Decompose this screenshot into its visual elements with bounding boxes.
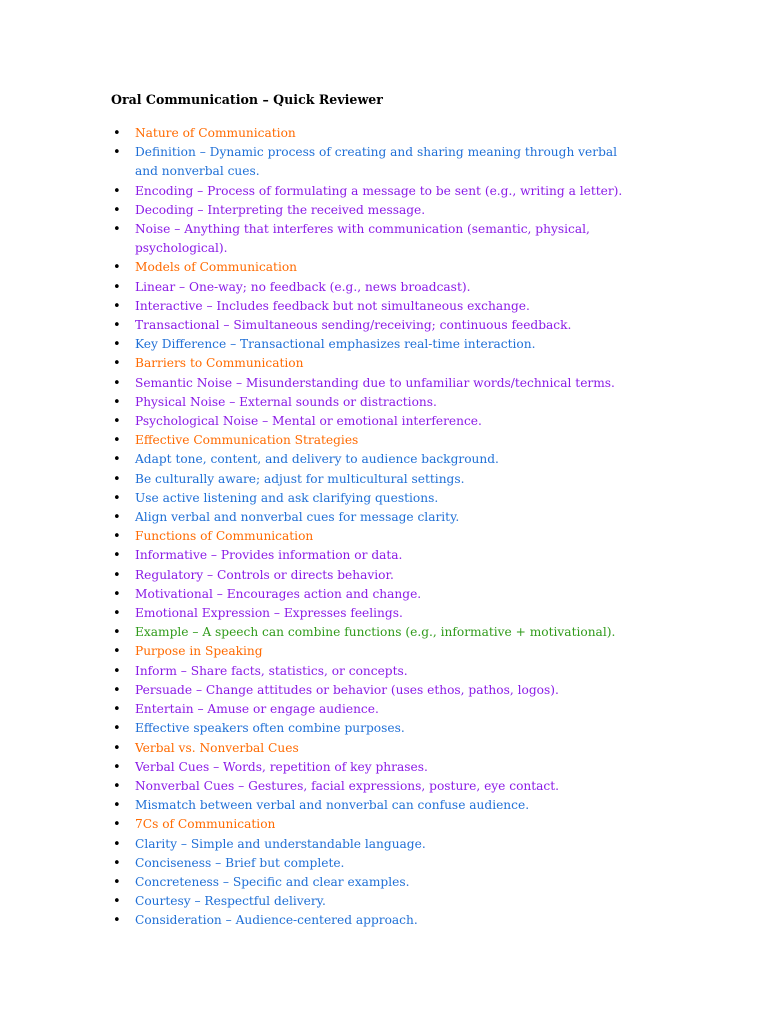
list-item xyxy=(111,796,631,815)
section-heading-item xyxy=(111,354,631,373)
bullet-icon: • xyxy=(113,817,121,833)
list-item xyxy=(111,220,631,258)
list-item-text: Semantic Noise – Misunderstanding due to unfamiliar words/technical terms. xyxy=(135,375,615,390)
list-item-text: Informative – Provides information or data. xyxy=(135,548,403,563)
list-item-text: Effective speakers often combine purposes. xyxy=(135,721,405,736)
list-item xyxy=(111,758,631,777)
bullet-icon: • xyxy=(113,702,121,718)
list-item-text: Transactional – Simultaneous sending/receiving; continuous feedback. xyxy=(135,318,572,333)
bullet-icon: • xyxy=(113,510,121,526)
bullet-icon: • xyxy=(113,874,121,890)
list-item xyxy=(111,489,631,508)
list-item xyxy=(111,777,631,796)
list-item xyxy=(111,681,631,700)
list-item-text: Verbal Cues – Words, repetition of key phrases. xyxy=(135,759,428,774)
bullet-icon: • xyxy=(113,260,121,276)
section-heading-item xyxy=(111,739,631,758)
section-heading-text: Functions of Communication xyxy=(135,529,314,544)
list-item xyxy=(111,719,631,738)
bullet-list xyxy=(111,124,631,931)
bullet-icon: • xyxy=(113,778,121,794)
section-heading-text: Barriers to Communication xyxy=(135,356,304,371)
list-item-text: Physical Noise – External sounds or distractions. xyxy=(135,394,437,409)
list-item xyxy=(111,201,631,220)
section-heading-text: Nature of Communication xyxy=(135,126,296,140)
bullet-icon: • xyxy=(113,894,121,910)
list-item xyxy=(111,873,631,892)
list-item xyxy=(111,316,631,335)
bullet-icon: • xyxy=(113,433,121,449)
list-item-text: Align verbal and nonverbal cues for message clarity. xyxy=(135,510,460,525)
section-heading-item xyxy=(111,527,631,546)
list-item-text: Nonverbal Cues – Gestures, facial expressions, posture, eye contact. xyxy=(135,778,560,793)
bullet-icon: • xyxy=(113,298,121,314)
bullet-icon: • xyxy=(113,529,121,545)
list-item-text: Emotional Expression – Expresses feelings. xyxy=(135,606,403,621)
list-item-text: Mismatch between verbal and nonverbal can confuse audience. xyxy=(135,798,530,813)
bullet-icon: • xyxy=(113,202,121,218)
section-heading-item xyxy=(111,431,631,450)
list-item xyxy=(111,508,631,527)
list-item xyxy=(111,585,631,604)
bullet-icon: • xyxy=(113,913,121,929)
list-item-text: Concreteness – Specific and clear examples. xyxy=(135,874,410,889)
list-item xyxy=(111,911,631,930)
bullet-icon: • xyxy=(113,663,121,679)
list-item xyxy=(111,412,631,431)
list-item-text: Key Difference – Transactional emphasizes real-time interaction. xyxy=(135,337,536,352)
list-item-text: Example – A speech can combine functions (e.g., informative + motivational). xyxy=(135,625,616,640)
bullet-icon: • xyxy=(113,625,121,641)
bullet-icon: • xyxy=(113,356,121,372)
list-item-text: Interactive – Includes feedback but not simultaneous exchange. xyxy=(135,298,530,313)
list-item xyxy=(111,662,631,681)
list-item-text: Be culturally aware; adjust for multicultural settings. xyxy=(135,471,465,486)
list-item-text: Linear – One-way; no feedback (e.g., news broadcast). xyxy=(135,279,471,294)
bullet-icon: • xyxy=(113,682,121,698)
bullet-icon: • xyxy=(113,394,121,410)
bullet-icon: • xyxy=(113,318,121,334)
list-item xyxy=(111,623,631,642)
bullet-icon: • xyxy=(113,759,121,775)
bullet-icon: • xyxy=(113,183,121,199)
list-item-text: Adapt tone, content, and delivery to audience background. xyxy=(135,452,499,467)
section-heading-item xyxy=(111,815,631,834)
bullet-icon: • xyxy=(113,337,121,353)
list-item-text: Use active listening and ask clarifying questions. xyxy=(135,490,439,505)
bullet-icon: • xyxy=(113,490,121,506)
list-item xyxy=(111,297,631,316)
list-item xyxy=(111,278,631,297)
bullet-icon: • xyxy=(113,414,121,430)
bullet-icon: • xyxy=(113,279,121,295)
section-heading-text: Verbal vs. Nonverbal Cues xyxy=(135,740,299,755)
list-item-text: Consideration – Audience-centered approach. xyxy=(135,913,418,928)
list-item-text: Persuade – Change attitudes or behavior (uses ethos, pathos, logos). xyxy=(135,682,559,697)
list-item xyxy=(111,854,631,873)
list-item-text: Psychological Noise – Mental or emotional interference. xyxy=(135,414,482,429)
section-heading-text: 7Cs of Communication xyxy=(135,817,276,832)
bullet-icon: • xyxy=(113,126,121,141)
list-item-text: Conciseness – Brief but complete. xyxy=(135,855,345,870)
bullet-icon: • xyxy=(113,586,121,602)
list-item-text: Regulatory – Controls or directs behavior. xyxy=(135,567,394,582)
list-item xyxy=(111,143,631,181)
bullet-icon: • xyxy=(113,721,121,737)
list-item xyxy=(111,374,631,393)
list-item-text: Entertain – Amuse or engage audience. xyxy=(135,702,379,717)
list-item-text: Motivational – Encourages action and change. xyxy=(135,586,422,601)
list-item xyxy=(111,182,631,201)
list-item xyxy=(111,892,631,911)
bullet-icon: • xyxy=(113,471,121,487)
list-item xyxy=(111,700,631,719)
bullet-icon: • xyxy=(113,222,121,238)
list-item xyxy=(111,546,631,565)
bullet-icon: • xyxy=(113,145,121,161)
section-heading-text: Effective Communication Strategies xyxy=(135,433,359,448)
section-heading-text: Purpose in Speaking xyxy=(135,644,263,659)
list-item-text: Noise – Anything that interferes with communication (semantic, physical, psychological). xyxy=(135,222,590,256)
bullet-icon: • xyxy=(113,606,121,622)
list-item-text: Encoding – Process of formulating a message to be sent (e.g., writing a letter). xyxy=(135,183,623,198)
section-heading-item xyxy=(111,124,631,143)
bullet-icon: • xyxy=(113,855,121,871)
list-item-text: Courtesy – Respectful delivery. xyxy=(135,894,326,909)
list-item xyxy=(111,604,631,623)
list-item-text: Definition – Dynamic process of creating and sharing meaning through verbal and nonverbal cues. xyxy=(135,145,618,179)
list-item xyxy=(111,393,631,412)
bullet-icon: • xyxy=(113,567,121,583)
bullet-icon: • xyxy=(113,740,121,756)
section-heading-item xyxy=(111,258,631,277)
list-item xyxy=(111,450,631,469)
list-item xyxy=(111,470,631,489)
section-heading-item xyxy=(111,642,631,661)
document-title: Oral Communication – Quick Reviewer xyxy=(111,92,383,107)
bullet-icon: • xyxy=(113,644,121,660)
list-item-text: Clarity – Simple and understandable language. xyxy=(135,836,426,851)
bullet-icon: • xyxy=(113,548,121,564)
list-item-text: Inform – Share facts, statistics, or concepts. xyxy=(135,663,408,678)
list-item xyxy=(111,566,631,585)
bullet-icon: • xyxy=(113,452,121,468)
list-item xyxy=(111,835,631,854)
list-item xyxy=(111,335,631,354)
bullet-icon: • xyxy=(113,798,121,814)
bullet-icon: • xyxy=(113,836,121,852)
section-heading-text: Models of Communication xyxy=(135,260,298,275)
list-item-text: Decoding – Interpreting the received message. xyxy=(135,202,426,217)
bullet-icon: • xyxy=(113,375,121,391)
